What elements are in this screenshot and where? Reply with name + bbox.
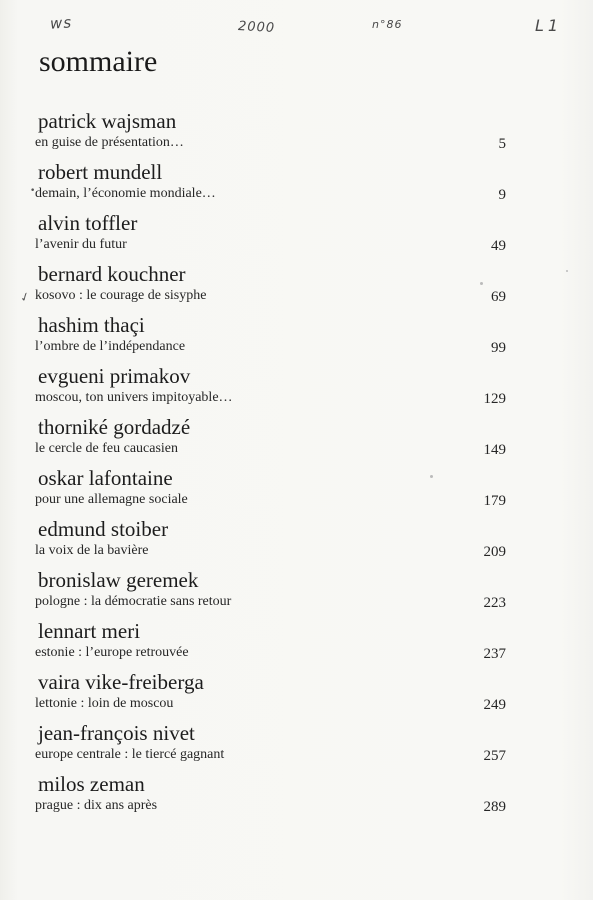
entry-page-number: 5 — [498, 136, 506, 152]
entry-author: lennart meri — [38, 619, 141, 643]
entry-subtitle: lettonie : loin de moscou — [35, 696, 174, 711]
entry-page-number: 129 — [483, 391, 506, 407]
toc-entry — [0, 208, 593, 258]
entry-author: bronislaw geremek — [38, 568, 199, 592]
toc-entry — [0, 412, 593, 462]
toc-entry — [0, 667, 593, 717]
entry-page-number: 149 — [483, 442, 506, 458]
entry-author: hashim thaçi — [38, 313, 145, 337]
entry-subtitle: europe centrale : le tiercé gagnant — [35, 747, 225, 762]
entry-page-number: 209 — [483, 544, 506, 560]
toc-entry — [0, 463, 593, 513]
entry-author: patrick wajsman — [38, 109, 177, 133]
entry-subtitle: prague : dix ans après — [35, 798, 158, 813]
entry-subtitle: en guise de présentation… — [35, 135, 184, 150]
entry-page-number: 179 — [483, 493, 506, 509]
entry-subtitle: moscou, ton univers impitoyable… — [35, 390, 233, 405]
toc-entry — [0, 616, 593, 666]
toc-entry — [0, 718, 593, 768]
entry-page-number: 99 — [491, 340, 506, 356]
toc-entry — [0, 106, 593, 156]
toc-entry — [0, 157, 593, 207]
entry-page-number: 49 — [491, 238, 506, 254]
toc-entry — [0, 565, 593, 615]
entry-author: evgueni primakov — [38, 364, 191, 388]
entry-author: alvin toffler — [38, 211, 138, 235]
entry-page-number: 257 — [483, 748, 506, 764]
toc-entry — [0, 769, 593, 819]
entry-page-number: 249 — [483, 697, 506, 713]
entry-page-number: 9 — [498, 187, 506, 203]
entry-author: vaira vike-freiberga — [38, 670, 204, 694]
handwritten-note: 2000 — [237, 19, 276, 36]
entry-author: robert mundell — [38, 160, 163, 184]
entry-author: edmund stoiber — [38, 517, 169, 541]
entry-subtitle: le cercle de feu caucasien — [35, 441, 179, 456]
entry-subtitle: pour une allemagne sociale — [35, 492, 188, 507]
handwritten-note: L1 — [535, 16, 563, 35]
page-title: sommaire — [39, 45, 158, 78]
toc-entry — [0, 259, 593, 309]
entry-page-number: 237 — [483, 646, 506, 662]
entry-subtitle: la voix de la bavière — [35, 543, 149, 558]
entry-author: oskar lafontaine — [38, 466, 173, 490]
handwritten-note: ws — [49, 13, 73, 33]
entry-page-number: 69 — [491, 289, 506, 305]
entry-subtitle: l’avenir du futur — [35, 237, 127, 252]
entry-subtitle: estonie : l’europe retrouvée — [35, 645, 189, 660]
entry-author: bernard kouchner — [38, 262, 186, 286]
margin-dot-mark: • — [30, 186, 36, 196]
handwritten-note: n°86 — [372, 18, 403, 31]
entry-author: thorniké gordadzé — [38, 415, 191, 439]
entry-page-number: 289 — [483, 799, 506, 815]
entry-subtitle: l’ombre de l’indépendance — [35, 339, 186, 354]
entry-subtitle: kosovo : le courage de sisyphe — [35, 288, 207, 303]
toc-entry — [0, 361, 593, 411]
entry-subtitle: pologne : la démocratie sans retour — [35, 594, 232, 609]
entry-author: milos zeman — [38, 772, 145, 796]
margin-tick-mark: ✓ — [17, 288, 33, 306]
entry-page-number: 223 — [483, 595, 506, 611]
entry-author: jean-françois nivet — [38, 721, 195, 745]
toc-entry — [0, 310, 593, 360]
entry-subtitle: demain, l’économie mondiale… — [35, 186, 216, 201]
toc-entry — [0, 514, 593, 564]
